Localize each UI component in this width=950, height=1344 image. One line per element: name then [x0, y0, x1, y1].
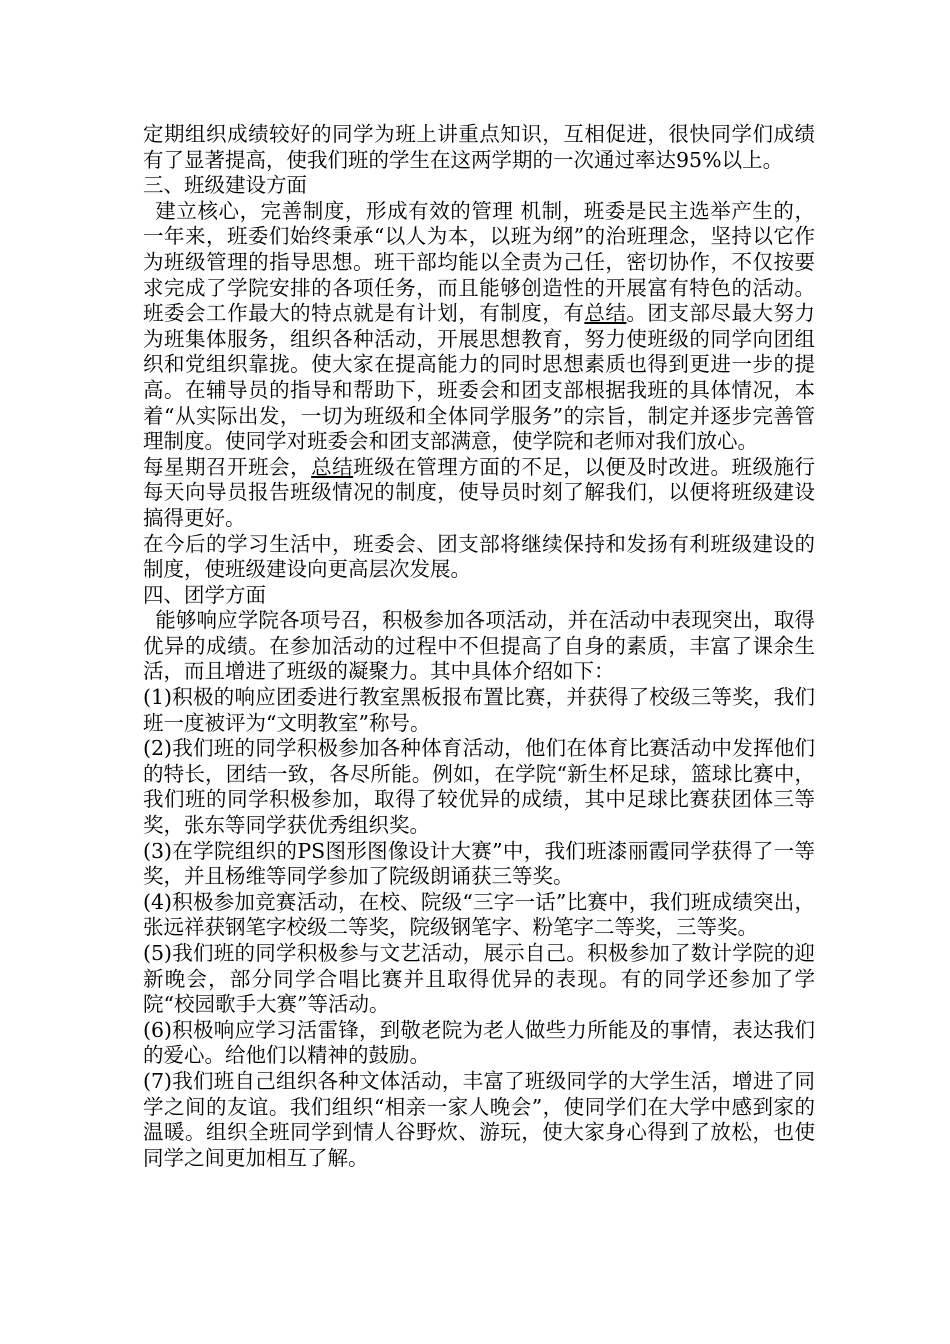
heading-class-building: 三、班级建设方面	[143, 173, 307, 198]
paragraph-text: 班级在管理方面的不足，以便及时改进。班级施行每天向导员报告班级情况的制度，使导员时刻了解我们，以便将班级建设搞得更好。	[143, 454, 816, 530]
paragraph-weekly-meeting	[143, 455, 815, 532]
summary-link[interactable]: 总结	[311, 454, 354, 479]
paragraph-text: 。团支部尽最大努力为班集体服务，组织各种活动，开展思想教育，努力使班级的同学向团组织和党组织靠拢。使大家在提高能力的同时思想素质也得到更进一步的提高。在辅导员的指导和帮助下，班委会和团支部根据我班的具体情况，本着“从实际出发，一切为班级和全体同学服务”的宗旨，制定并逐步完善管理制度。使同学对班委会和团支部满意，使学院和老师对我们放心。	[143, 301, 816, 454]
paragraph-future: 在今后的学习生活中，班委会、团支部将继续保持和发扬有利班级建设的制度，使班级建设向更高层次发展。	[143, 531, 815, 582]
paragraph-class-committee	[143, 199, 815, 455]
paragraph-text: 建立核心，完善制度，形成有效的管理 机制，班委是民主选举产生的，一年来，班委们始终秉承“以人为本，以班为纲”的治班理念，坚持以它作为班级管理的指导思想。班干部均能以全责为己任，密切协作，不仅按要求完成了学院安排的各项任务，而且能够创造性的开展富有特色的活动。班委会工作最大的特点就是有计划，有制度，有	[143, 198, 815, 326]
list-item: (3)在学院组织的PS图形图像设计大赛”中，我们班漆丽霞同学获得了一等奖，并且杨维等同学参加了院级朗诵获三等奖。	[143, 838, 815, 889]
list-item: (4)积极参加竞赛活动，在校、院级“三字一话”比赛中，我们班成绩突出，张远祥获钢笔字校级二等奖，院级钢笔字、粉笔字二等奖，三等奖。	[143, 889, 815, 940]
document-body	[143, 122, 815, 1171]
list-item: (7)我们班自己组织各种文体活动，丰富了班级同学的大学生活，增进了同学之间的友谊。我们组织“相亲一家人晚会”，使同学们在大学中感到家的温暖。组织全班同学到情人谷野炊、游玩，使大家身心得到了放松，也使同学之间更加相互了解。	[143, 1068, 815, 1170]
list-item: (6)积极响应学习活雷锋，到敬老院为老人做些力所能及的事情，表达我们的爱心。给他们以精神的鼓励。	[143, 1017, 815, 1068]
heading-league-student: 四、团学方面	[143, 582, 266, 607]
list-item: (2)我们班的同学积极参加各种体育活动，他们在体育比赛活动中发挥他们的特长，团结一致，各尽所能。例如，在学院“新生杯足球，篮球比赛中，我们班的同学积极参加，取得了较优异的成绩，其中足球比赛获团体三等奖，张东等同学获优秀组织奖。	[143, 736, 815, 838]
summary-link[interactable]: 总结	[584, 301, 627, 326]
paragraph-activities-intro: 能够响应学院各项号召，积极参加各项活动，并在活动中表现突出，取得优异的成绩。在参加活动的过程中不但提高了自身的素质，丰富了课余生活，而且增进了班级的凝聚力。其中具体介绍如下：	[143, 608, 815, 684]
list-item: (5)我们班的同学积极参与文艺活动，展示自己。积极参加了数计学院的迎新晚会，部分同学合唱比赛并且取得优异的表现。有的同学还参加了学院“校园歌手大赛”等活动。	[143, 941, 815, 1017]
paragraph-study-results: 定期组织成绩较好的同学为班上讲重点知识，互相促进，很快同学们成绩有了显著提高，使我们班的学生在这两学期的一次通过率达95%以上。	[143, 122, 815, 172]
list-item: (1)积极的响应团委进行教室黑板报布置比赛，并获得了校级三等奖，我们班一度被评为“文明教室”称号。	[143, 685, 815, 735]
paragraph-text: 每星期召开班会，	[143, 454, 312, 479]
